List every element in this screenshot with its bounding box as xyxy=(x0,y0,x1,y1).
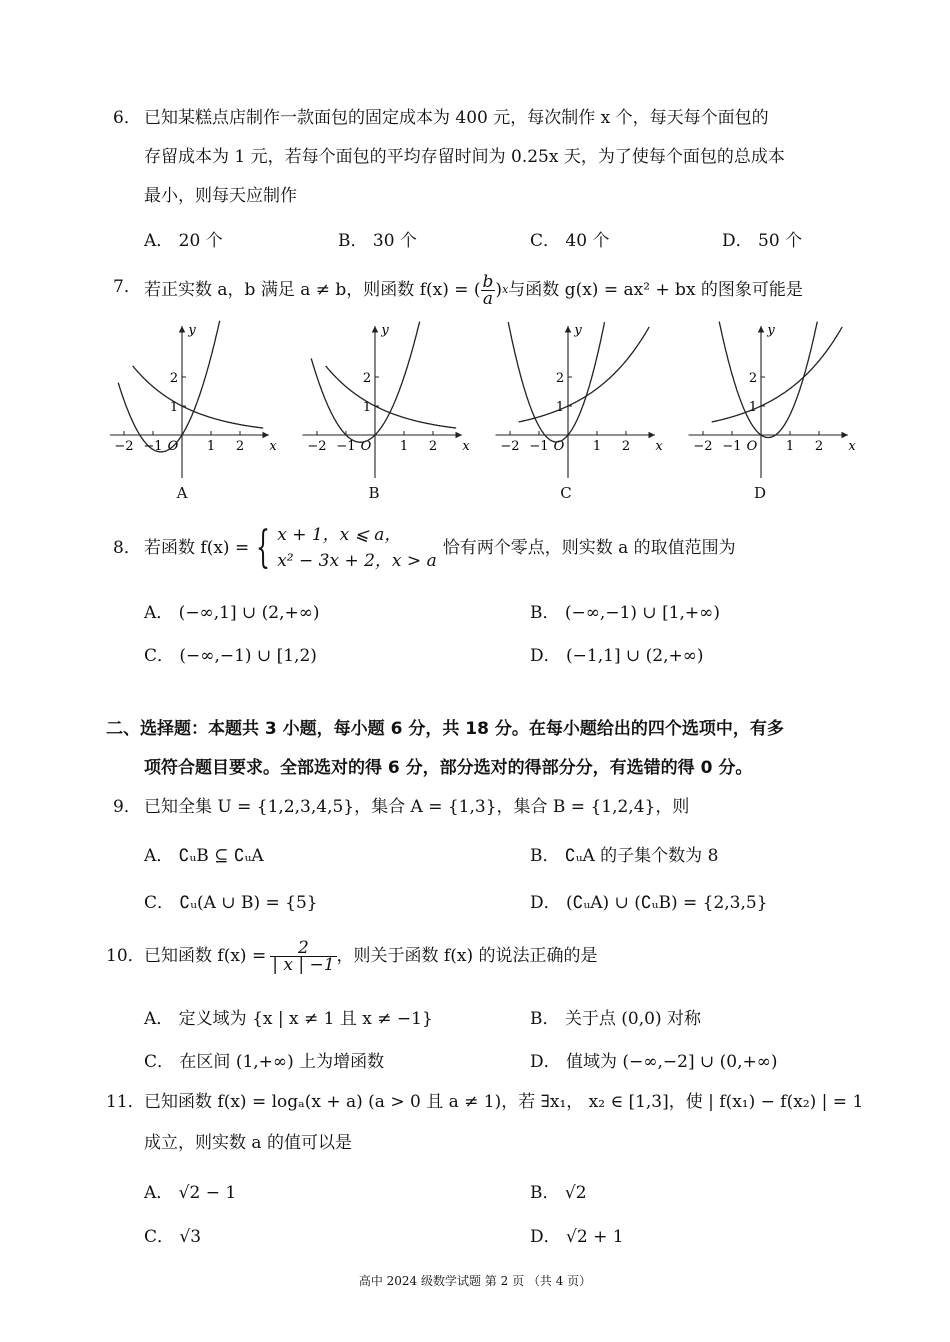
q7-frac-num: b xyxy=(482,271,494,292)
y-tick-label: 2 xyxy=(555,371,565,386)
q8-brace: { xyxy=(256,522,271,573)
x-tick-label: −1 xyxy=(336,439,356,454)
y-axis-label: y xyxy=(188,323,196,338)
q8-case1: x + 1，x ⩽ a， xyxy=(277,525,402,545)
q10-number: 10． xyxy=(106,946,145,966)
q9-option-c: C． ∁ᵤ(A ∪ B) = {5} xyxy=(144,893,318,913)
q7-fraction xyxy=(481,271,496,309)
x-tick-label: −2 xyxy=(114,439,134,454)
origin-label: O xyxy=(746,439,758,454)
x-tick-label: −1 xyxy=(529,439,549,454)
q6-option-d: D． 50 个 xyxy=(722,231,803,251)
section2-line2: 项符合题目要求。全部选对的得 6 分，部分选对的得部分分，有选错的得 0 分。 xyxy=(144,758,753,778)
q11-option-d: D． √2 + 1 xyxy=(530,1227,624,1247)
q7-graphs xyxy=(110,318,870,478)
q8-cases xyxy=(277,522,437,574)
q6-number: 6． xyxy=(113,108,141,128)
q6-line1: 已知某糕点店制作一款面包的固定成本为 400 元，每次制作 x 个，每天每个面包的 xyxy=(144,108,769,128)
q8-option-b: B． (−∞,−1) ∪ [1,+∞) xyxy=(530,603,720,623)
q10-frac-num: 2 xyxy=(270,940,336,957)
x-axis-label: x xyxy=(655,439,663,454)
x-tick-label: 2 xyxy=(621,439,631,454)
graph-label-c: C xyxy=(560,484,572,502)
q10-stem xyxy=(144,932,597,980)
q6-option-a: A． 20 个 xyxy=(144,231,223,251)
y-axis-label: y xyxy=(767,323,775,338)
q8-option-a: A． (−∞,1] ∪ (2,+∞) xyxy=(144,603,320,623)
q7-exponent: x xyxy=(502,283,509,296)
q11-line1: 已知函数 f(x) = logₐ(x + a) (a > 0 且 a ≠ 1)，若 ∃x₁， x₂ ∈ [1,3]，使 | f(x₁) − f(x₂) | = 1 xyxy=(144,1092,864,1112)
graph-label-b: B xyxy=(368,484,380,502)
q11-number: 11． xyxy=(106,1092,145,1112)
y-axis-label: y xyxy=(381,323,389,338)
q9-text: 已知全集 U = {1,2,3,4,5}，集合 A = {1,3}，集合 B = {1,2,4}，则 xyxy=(144,797,690,817)
q8-stem xyxy=(144,520,736,576)
quad-curve xyxy=(118,321,220,452)
x-axis-label: x xyxy=(269,439,277,454)
graph-label-a: A xyxy=(176,484,188,502)
quad-curve xyxy=(719,322,817,438)
q10-option-c: C． 在区间 (1,+∞) 上为增函数 xyxy=(144,1052,385,1072)
x-axis-label: x xyxy=(848,439,856,454)
q8-number: 8． xyxy=(113,538,141,558)
q10-option-d: D． 值域为 (−∞,−2] ∪ (0,+∞) xyxy=(530,1052,778,1072)
x-tick-label: −2 xyxy=(693,439,713,454)
q6-option-b: B． 30 个 xyxy=(338,231,417,251)
q6-line3: 最小，则每天应制作 xyxy=(144,186,297,206)
y-axis-label: y xyxy=(574,323,582,338)
origin-label: O xyxy=(360,439,372,454)
y-tick-label: 2 xyxy=(362,371,372,386)
q7-text-c: 与函数 g(x) = ax² + bx 的图象可能是 xyxy=(508,280,803,300)
q8-option-c: C． (−∞,−1) ∪ [1,2) xyxy=(144,646,317,666)
q10-option-b: B． 关于点 (0,0) 对称 xyxy=(530,1009,702,1029)
q9-option-d: D． (∁ᵤA) ∪ (∁ᵤB) = {2,3,5} xyxy=(530,893,768,913)
x-tick-label: 1 xyxy=(785,439,795,454)
x-tick-label: 1 xyxy=(206,439,216,454)
exp-curve xyxy=(133,366,264,428)
q9-option-b: B． ∁ᵤA 的子集个数为 8 xyxy=(530,846,719,866)
y-tick-label: 2 xyxy=(169,371,179,386)
exp-curve xyxy=(326,366,457,428)
graph-d xyxy=(689,322,857,478)
y-tick-label: 1 xyxy=(555,400,565,415)
x-tick-label: 2 xyxy=(428,439,438,454)
q11-line2: 成立，则实数 a 的值可以是 xyxy=(144,1133,352,1153)
y-tick-label: 1 xyxy=(362,400,372,415)
q11-option-c: C． √3 xyxy=(144,1227,202,1247)
q7-number: 7． xyxy=(113,277,141,297)
q11-option-b: B． √2 xyxy=(530,1183,587,1203)
exp-curve xyxy=(712,327,843,422)
graph-b xyxy=(303,322,471,478)
x-tick-label: −1 xyxy=(722,439,742,454)
origin-label: O xyxy=(167,439,179,454)
q8-option-d: D． (−1,1] ∪ (2,+∞) xyxy=(530,646,704,666)
q7-text-b: ) xyxy=(495,280,503,300)
x-tick-label: −2 xyxy=(500,439,520,454)
x-tick-label: 2 xyxy=(235,439,245,454)
x-axis-label: x xyxy=(462,439,470,454)
q10-text-a: 已知函数 f(x) = xyxy=(144,946,267,966)
q7-text-a: 若正实数 a，b 满足 a ≠ b，则函数 f(x) = ( xyxy=(144,280,481,300)
x-tick-label: 2 xyxy=(814,439,824,454)
q11-option-a: A． √2 − 1 xyxy=(144,1183,237,1203)
y-tick-label: 1 xyxy=(169,400,179,415)
x-tick-label: −1 xyxy=(143,439,163,454)
graph-label-d: D xyxy=(753,484,767,502)
y-tick-label: 2 xyxy=(748,371,758,386)
q10-text-b: ，则关于函数 f(x) 的说法正确的是 xyxy=(336,946,598,966)
q7-frac-den: a xyxy=(482,288,494,309)
q6-option-c: C． 40 个 xyxy=(530,231,610,251)
q10-frac-den: | x | −1 xyxy=(272,954,335,975)
q10-fraction xyxy=(270,937,336,975)
x-tick-label: −2 xyxy=(307,439,327,454)
section2-line1: 二、选择题：本题共 3 小题，每小题 6 分，共 18 分。在每小题给出的四个选项中，有多 xyxy=(106,719,784,739)
q9-number: 9． xyxy=(113,797,141,817)
graph-a xyxy=(110,321,277,478)
graph-c xyxy=(496,322,664,478)
q10-option-a: A． 定义域为 {x | x ≠ 1 且 x ≠ −1} xyxy=(144,1009,433,1029)
q6-line2: 存留成本为 1 元，若每个面包的平均存留时间为 0.25x 天，为了使每个面包的总成本 xyxy=(144,147,785,167)
q8-text-a: 若函数 f(x) = xyxy=(144,538,250,558)
exp-curve xyxy=(519,327,650,422)
q8-text-b: 恰有两个零点，则实数 a 的取值范围为 xyxy=(442,538,736,558)
y-tick-label: 1 xyxy=(748,400,758,415)
q7-stem xyxy=(144,268,803,312)
x-tick-label: 1 xyxy=(399,439,409,454)
x-tick-label: 1 xyxy=(592,439,602,454)
q9-option-a: A． ∁ᵤB ⊆ ∁ᵤA xyxy=(144,846,264,866)
q8-case2: x² − 3x + 2，x > a xyxy=(277,551,437,571)
origin-label: O xyxy=(553,439,565,454)
page-footer: 高中 2024 级数学试题 第 2 页 （共 4 页） xyxy=(358,1274,592,1288)
